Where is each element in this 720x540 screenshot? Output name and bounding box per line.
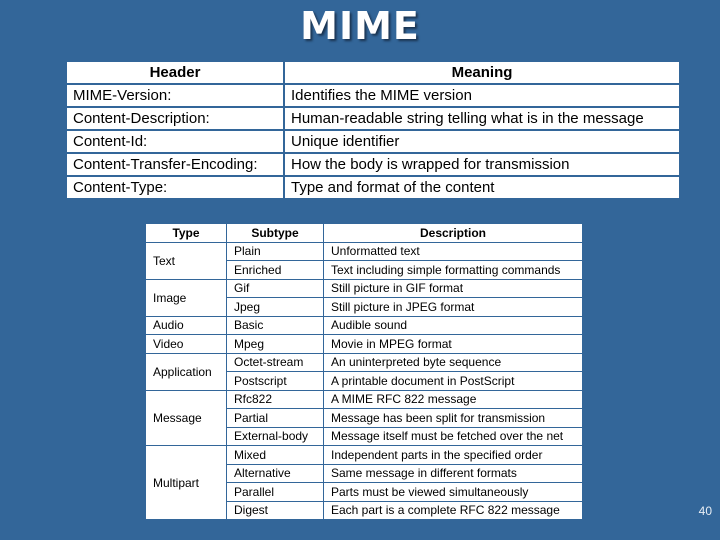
subtype-cell: External-body	[227, 427, 324, 446]
meaning-cell: Identifies the MIME version	[284, 84, 680, 107]
subtype-cell: Partial	[227, 409, 324, 428]
description-cell: Text including simple formatting commands	[324, 261, 583, 280]
subtype-cell: Postscript	[227, 372, 324, 391]
subtype-cell: Mixed	[227, 446, 324, 465]
table-header-row	[146, 224, 583, 243]
column-header-header: Header	[66, 61, 284, 84]
meaning-cell: Human-readable string telling what is in the message	[284, 107, 680, 130]
description-cell: A printable document in PostScript	[324, 372, 583, 391]
mime-headers-table	[65, 60, 681, 200]
subtype-cell: Mpeg	[227, 335, 324, 354]
table-header-row	[66, 61, 680, 84]
description-cell: A MIME RFC 822 message	[324, 390, 583, 409]
table-row	[66, 107, 680, 130]
subtype-cell: Basic	[227, 316, 324, 335]
type-cell: Application	[146, 353, 227, 390]
description-cell: Unformatted text	[324, 242, 583, 261]
column-header-type: Type	[146, 224, 227, 243]
column-header-subtype: Subtype	[227, 224, 324, 243]
type-cell: Video	[146, 335, 227, 354]
description-cell: Independent parts in the specified order	[324, 446, 583, 465]
subtype-cell: Jpeg	[227, 298, 324, 317]
description-cell: Message has been split for transmission	[324, 409, 583, 428]
header-cell: Content-Description:	[66, 107, 284, 130]
type-cell: Text	[146, 242, 227, 279]
slide-title: MIME	[300, 4, 420, 48]
type-cell: Multipart	[146, 446, 227, 520]
description-cell: Each part is a complete RFC 822 message	[324, 501, 583, 520]
subtype-cell: Rfc822	[227, 390, 324, 409]
subtype-cell: Gif	[227, 279, 324, 298]
header-cell: MIME-Version:	[66, 84, 284, 107]
type-cell: Audio	[146, 316, 227, 335]
subtype-cell: Parallel	[227, 483, 324, 502]
table-row	[146, 335, 583, 354]
column-header-description: Description	[324, 224, 583, 243]
table-row	[66, 130, 680, 153]
table-row	[146, 242, 583, 261]
subtype-cell: Alternative	[227, 464, 324, 483]
mime-types-table	[145, 223, 583, 520]
description-cell: Same message in different formats	[324, 464, 583, 483]
header-cell: Content-Type:	[66, 176, 284, 199]
meaning-cell: How the body is wrapped for transmission	[284, 153, 680, 176]
page-number: 40	[698, 504, 712, 518]
description-cell: Parts must be viewed simultaneously	[324, 483, 583, 502]
header-cell: Content-Id:	[66, 130, 284, 153]
column-header-meaning: Meaning	[284, 61, 680, 84]
description-cell: Movie in MPEG format	[324, 335, 583, 354]
table-row	[146, 353, 583, 372]
subtype-cell: Digest	[227, 501, 324, 520]
table-row	[146, 316, 583, 335]
type-cell: Message	[146, 390, 227, 446]
meaning-cell: Unique identifier	[284, 130, 680, 153]
table-row	[146, 446, 583, 465]
type-cell: Image	[146, 279, 227, 316]
table-row	[146, 279, 583, 298]
meaning-cell: Type and format of the content	[284, 176, 680, 199]
description-cell: Audible sound	[324, 316, 583, 335]
table-row	[66, 84, 680, 107]
subtype-cell: Enriched	[227, 261, 324, 280]
header-cell: Content-Transfer-Encoding:	[66, 153, 284, 176]
table-row	[66, 153, 680, 176]
description-cell: An uninterpreted byte sequence	[324, 353, 583, 372]
description-cell: Message itself must be fetched over the net	[324, 427, 583, 446]
table-row	[146, 390, 583, 409]
subtype-cell: Octet-stream	[227, 353, 324, 372]
description-cell: Still picture in GIF format	[324, 279, 583, 298]
description-cell: Still picture in JPEG format	[324, 298, 583, 317]
table-row	[66, 176, 680, 199]
subtype-cell: Plain	[227, 242, 324, 261]
